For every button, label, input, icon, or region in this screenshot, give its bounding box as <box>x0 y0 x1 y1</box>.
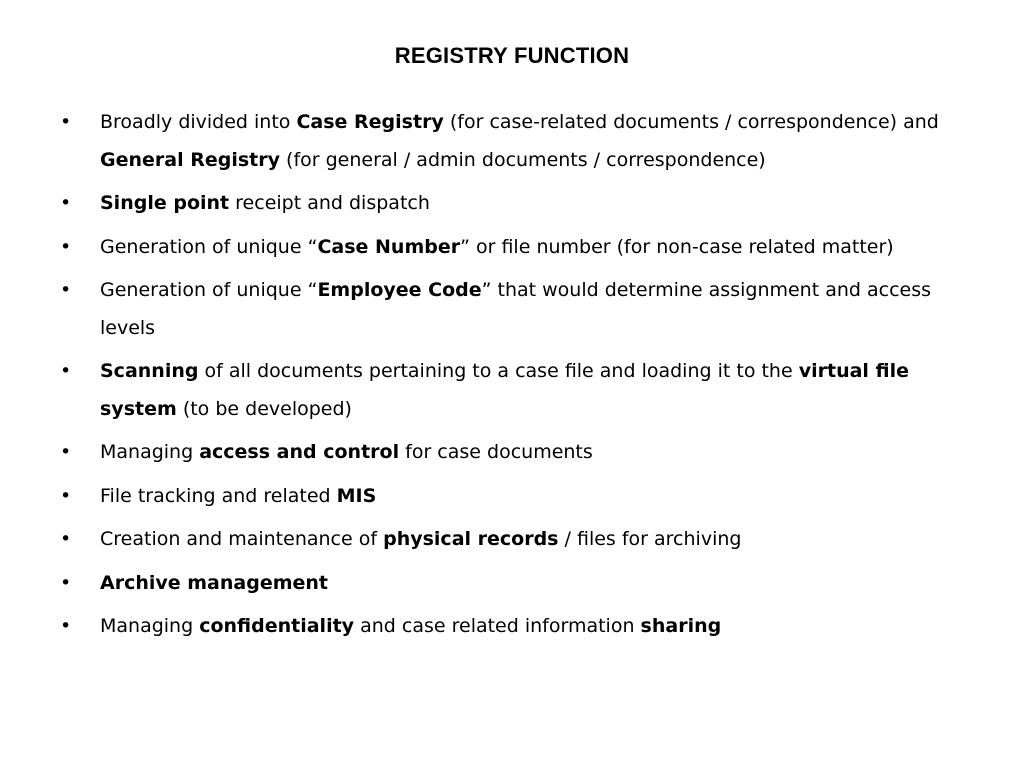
bullet-text <box>100 111 939 171</box>
bullet-text-run: (for general / admin documents / correspondence) <box>280 148 766 171</box>
bullet-bold-run: physical records <box>383 528 559 550</box>
slide-title: REGISTRY FUNCTION <box>394 43 630 68</box>
bullet-text-run: File tracking and related <box>100 484 337 507</box>
bullet-text-run: Managing <box>100 615 200 637</box>
bullet-item <box>60 272 970 347</box>
bullet-bold-run: access and control <box>199 441 400 463</box>
bullet-dot-icon: • <box>60 441 72 463</box>
bullet-text-run: (for case-related documents / correspondence) and <box>443 111 939 133</box>
bullet-item <box>60 185 970 223</box>
bullet-item <box>60 229 970 267</box>
bullet-text <box>100 572 328 594</box>
bullet-text <box>100 528 741 550</box>
bullet-text-run: ” that would determine assignment and access levels <box>100 279 932 339</box>
bullet-bold-run: Scanning <box>100 360 199 382</box>
bullet-dot-icon: • <box>60 528 72 550</box>
bullet-bold-run: General Registry <box>100 148 280 171</box>
bullet-item <box>60 353 970 428</box>
bullet-dot-icon: • <box>60 360 72 382</box>
bullet-bold-run: Case Number <box>317 235 461 258</box>
bullet-text <box>100 485 376 507</box>
bullet-item <box>60 565 970 603</box>
bullet-dot-icon: • <box>60 111 72 133</box>
bullet-text <box>100 236 894 258</box>
bullet-text-run: / files for archiving <box>558 528 742 550</box>
bullet-item <box>60 104 970 179</box>
bullet-item <box>60 608 970 646</box>
bullet-text-run: for case documents <box>399 441 593 463</box>
bullet-text <box>100 360 909 420</box>
bullet-list <box>60 104 970 652</box>
bullet-text-run: Broadly divided into <box>100 111 297 133</box>
bullet-dot-icon: • <box>60 235 72 258</box>
bullet-text <box>100 192 430 214</box>
bullet-item <box>60 521 970 559</box>
bullet-text-run: Creation and maintenance of <box>100 528 384 550</box>
bullet-bold-run: Archive management <box>100 571 329 594</box>
bullet-bold-run: Case Registry <box>296 111 444 133</box>
bullet-dot-icon: • <box>60 615 72 637</box>
bullet-item <box>60 478 970 516</box>
bullet-dot-icon: • <box>60 484 72 507</box>
bullet-bold-run: MIS <box>336 484 377 507</box>
bullet-text-run: Generation of unique “ <box>100 235 318 258</box>
bullet-dot-icon: • <box>60 571 72 594</box>
bullet-text <box>100 615 721 637</box>
bullet-dot-icon: • <box>60 192 72 214</box>
bullet-text-run: and case related information <box>354 615 641 637</box>
bullet-bold-run: Employee Code <box>317 279 482 301</box>
bullet-text <box>100 441 593 463</box>
bullet-bold-run: Single point <box>100 192 230 214</box>
bullet-text-run: ” or file number (for non-case related matter) <box>460 235 894 258</box>
bullet-text-run: receipt and dispatch <box>229 192 430 214</box>
bullet-text-run: of all documents pertaining to a case file and loading it to the <box>198 360 799 382</box>
bullet-text <box>100 279 931 339</box>
bullet-text-run: (to be developed) <box>176 397 352 420</box>
bullet-dot-icon: • <box>60 279 72 301</box>
bullet-bold-run: virtual file system <box>100 360 910 420</box>
bullet-text-run: Managing <box>100 441 200 463</box>
bullet-bold-run: confidentiality <box>199 615 355 637</box>
bullet-text-run: Generation of unique “ <box>100 279 318 301</box>
bullet-item <box>60 434 970 472</box>
bullet-bold-run: sharing <box>640 615 722 637</box>
